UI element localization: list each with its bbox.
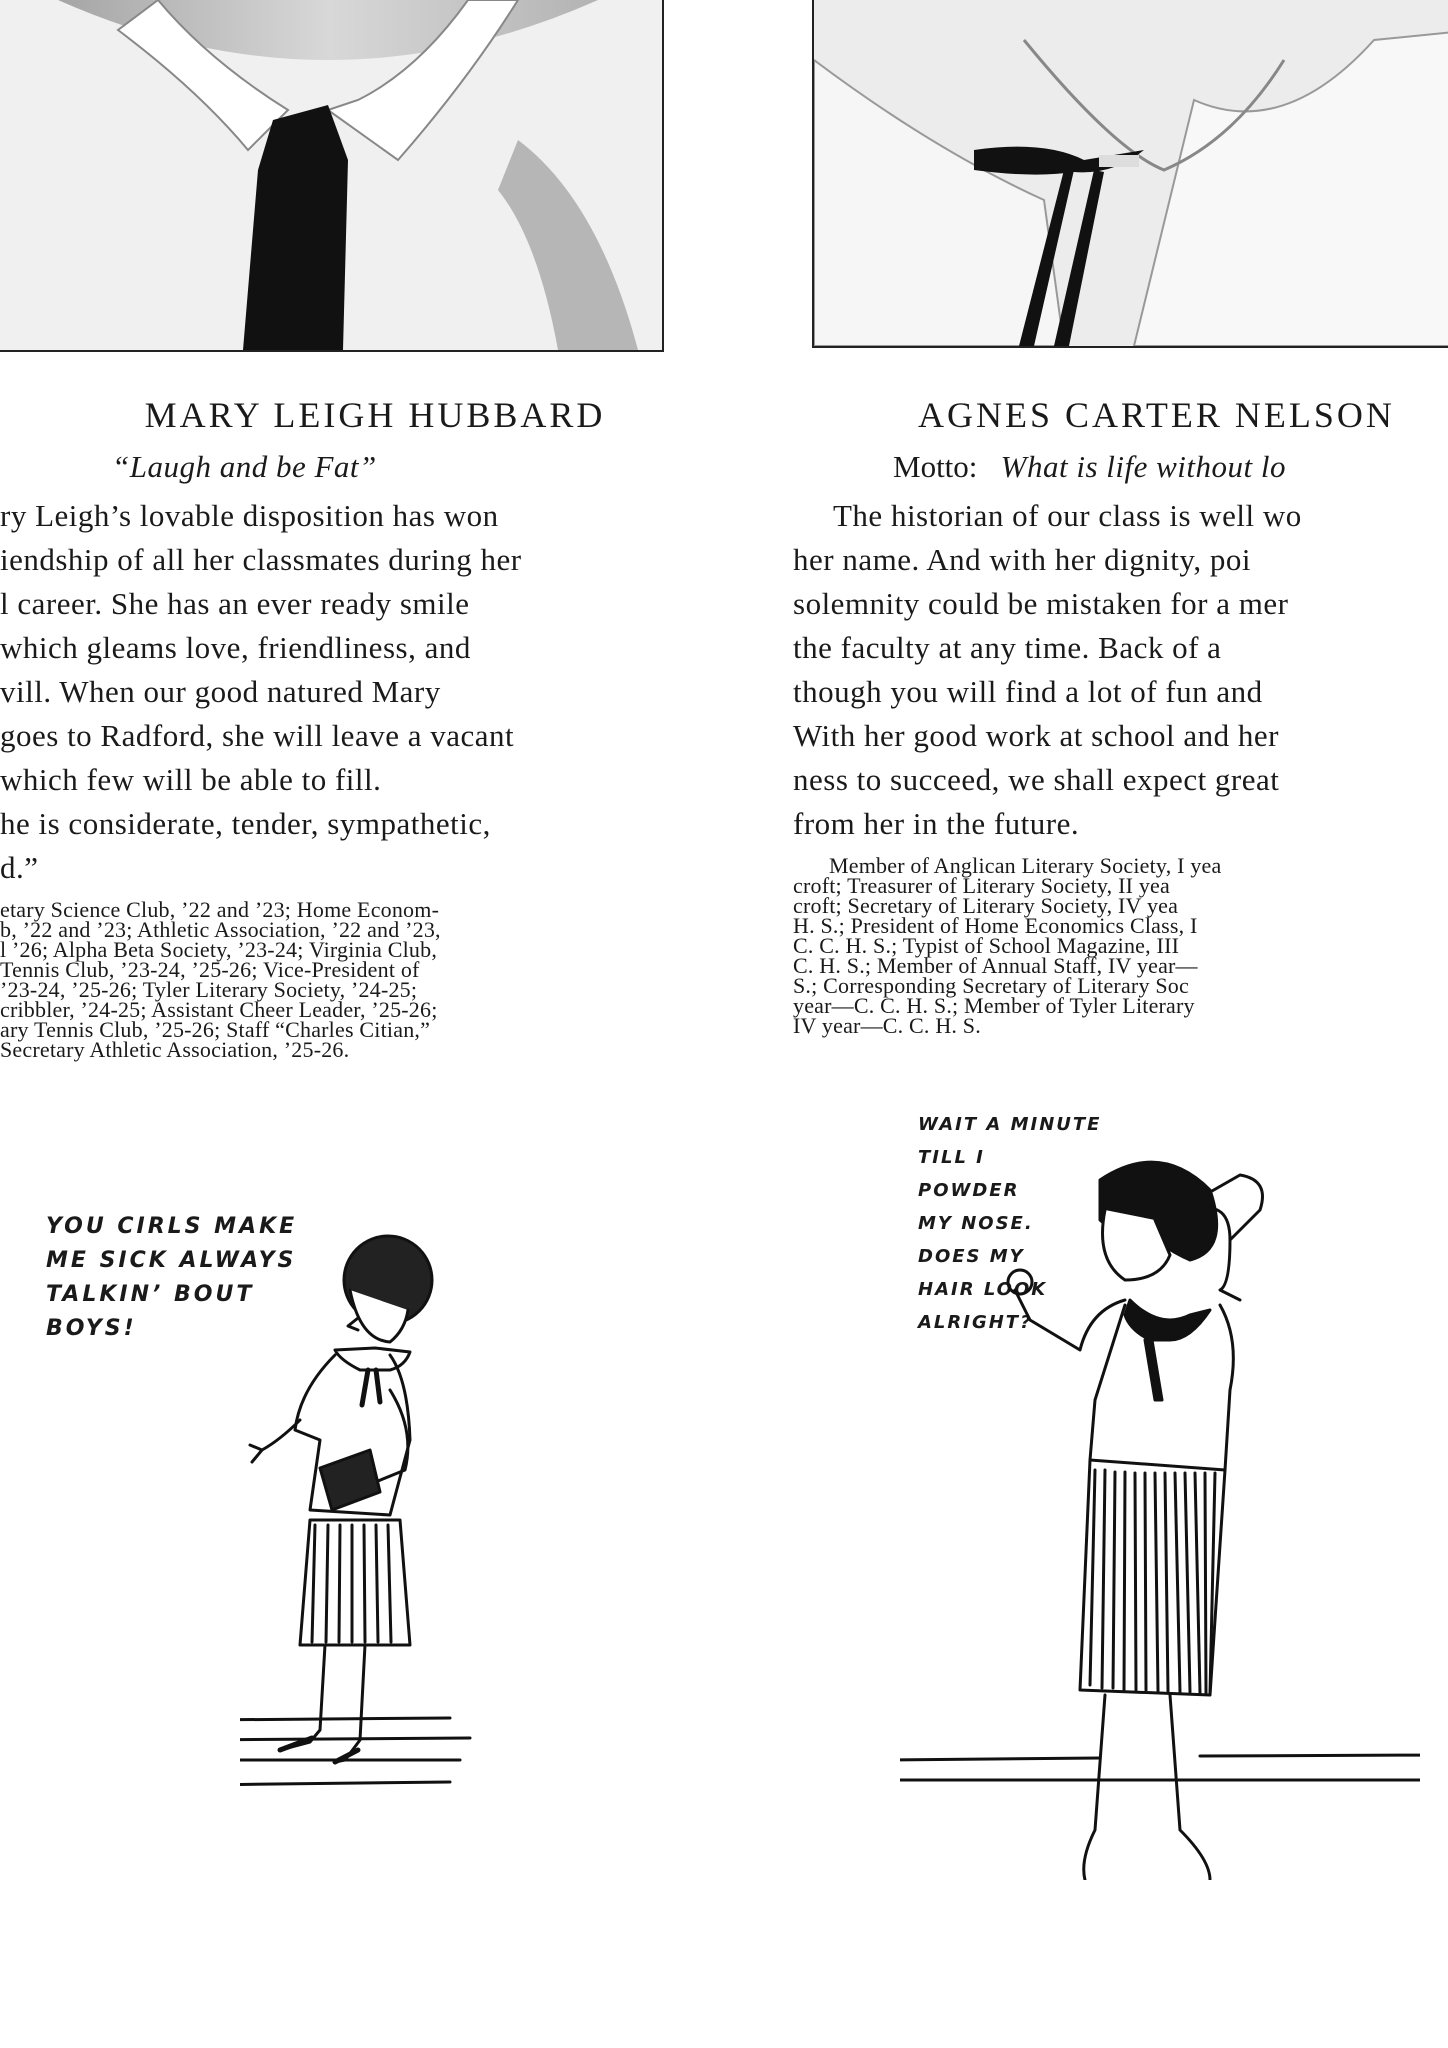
caption-line: ALRIGHT?	[918, 1312, 1033, 1333]
caption-line: POWDER	[918, 1180, 1020, 1201]
bio-line: ry Leigh’s lovable disposition has won	[0, 498, 499, 533]
activity-line: H. S.; President of Home Economics Class, I	[793, 913, 1198, 938]
activity-line: b, ’22 and ’23; Athletic Association, ’22 and ’23,	[0, 917, 441, 942]
bio-line: ness to succeed, we shall expect great	[793, 762, 1280, 797]
bio-line: though you will find a lot of fun and	[793, 674, 1263, 709]
motto-text: “Laugh and be Fat”	[112, 449, 377, 484]
cartoon-girl-with-mirror	[900, 1140, 1420, 1880]
motto-label: Motto:	[893, 449, 978, 484]
activity-line: C. C. H. S.; Typist of School Magazine, III	[793, 933, 1180, 958]
student-name: MARY LEIGH HUBBARD	[144, 395, 606, 435]
bio-line: l career. She has an ever ready smile	[0, 586, 470, 621]
activities-list	[0, 897, 680, 1062]
biography	[0, 494, 680, 890]
activity-line: croft; Treasurer of Literary Society, II yea	[793, 873, 1170, 898]
biography	[793, 494, 1448, 846]
bio-line: With her good work at school and her	[793, 718, 1279, 753]
bio-line: the faculty at any time. Back of a	[793, 630, 1222, 665]
caption-line: DOES MY	[918, 1246, 1025, 1267]
portrait-photo-mary-leigh-hubbard	[0, 0, 664, 352]
motto	[793, 440, 1448, 494]
activity-line: ary Tennis Club, ’25-26; Staff “Charles Citian,”	[0, 1017, 431, 1042]
activities-list	[793, 853, 1448, 1038]
motto-text: What is life without lo	[1000, 449, 1286, 484]
bio-line: d.”	[0, 850, 39, 885]
profile-agnes-carter-nelson	[793, 390, 1448, 1036]
activity-line: Tennis Club, ’23-24, ’25-26; Vice-President of	[0, 957, 420, 982]
caption-line: TALKIN’ BOUT	[46, 1282, 255, 1307]
activity-line: Secretary Athletic Association, ’25-26.	[0, 1037, 350, 1062]
portrait-photo-agnes-carter-nelson	[812, 0, 1448, 348]
activity-line: C. H. S.; Member of Annual Staff, IV year—	[793, 953, 1198, 978]
bio-line: her name. And with her dignity, poi	[793, 542, 1252, 577]
profile-mary-leigh-hubbard	[0, 390, 680, 1060]
bio-line: from her in the future.	[793, 806, 1080, 841]
caption-line: HAIR LOOK	[918, 1279, 1048, 1300]
bio-line: solemnity could be mistaken for a mer	[793, 586, 1289, 621]
caption-line: YOU CIRLS MAKE	[46, 1214, 298, 1239]
caption-line: BOYS!	[46, 1316, 137, 1341]
activity-line: croft; Secretary of Literary Society, IV yea	[793, 893, 1179, 918]
motto	[0, 440, 680, 494]
caption-line: WAIT A MINUTE	[918, 1114, 1102, 1135]
student-name: AGNES CARTER NELSON	[918, 395, 1395, 435]
activity-line: ’23-24, ’25-26; Tyler Literary Society, ’24-25;	[0, 977, 418, 1002]
bio-line: which gleams love, friendliness, and	[0, 630, 471, 665]
activity-line: S.; Corresponding Secretary of Literary Soc	[793, 973, 1189, 998]
caption-line: MY NOSE.	[918, 1213, 1034, 1234]
activity-line: Member of Anglican Literary Society, I yea	[829, 853, 1222, 878]
caption-line: TILL I	[918, 1147, 985, 1168]
activity-line: IV year—C. C. H. S.	[793, 1013, 981, 1038]
bio-line: goes to Radford, she will leave a vacant	[0, 718, 515, 753]
bio-line: iendship of all her classmates during her	[0, 542, 522, 577]
activity-line: l ’26; Alpha Beta Society, ’23-24; Virginia Club,	[0, 937, 438, 962]
caption-line: ME SICK ALWAYS	[46, 1248, 297, 1273]
bio-line: which few will be able to fill.	[0, 762, 382, 797]
activity-line: etary Science Club, ’22 and ’23; Home Econom-	[0, 897, 440, 922]
activity-line: cribbler, ’24-25; Assistant Cheer Leader, ’25-26;	[0, 997, 438, 1022]
bio-line: The historian of our class is well wo	[833, 498, 1302, 533]
cartoon-girl-with-book	[240, 1230, 590, 1790]
bio-line: vill. When our good natured Mary	[0, 674, 441, 709]
activity-line: year—C. C. H. S.; Member of Tyler Literary	[793, 993, 1195, 1018]
bio-line: he is considerate, tender, sympathetic,	[0, 806, 491, 841]
